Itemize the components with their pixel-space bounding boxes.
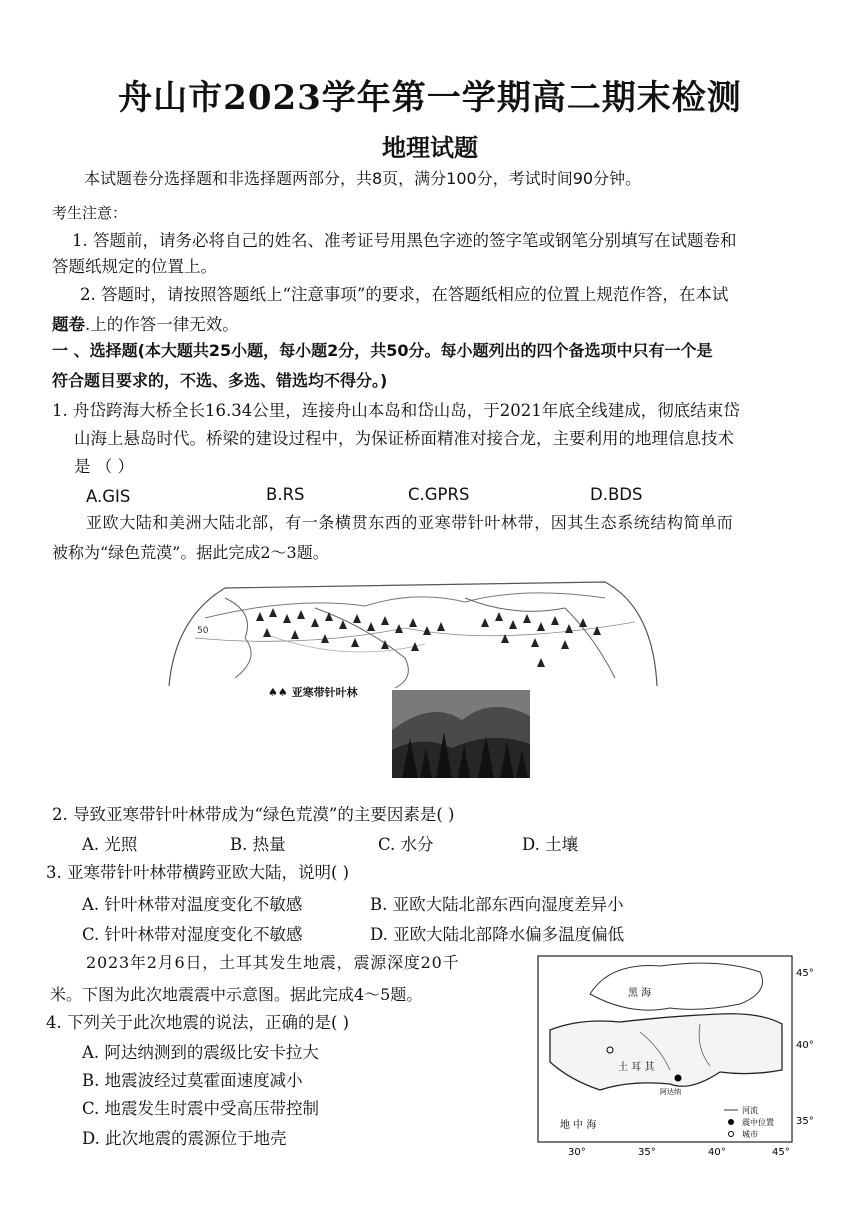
legend-epicenter-label: 震中位置: [742, 1118, 774, 1127]
passage-1-line-1: 亚欧大陆和美洲大陆北部，有一条横贯东西的亚寒带针叶林带，因其生态系统结构简单而: [86, 513, 734, 532]
q2-stem: 2. 导致亚寒带针叶林带成为“绿色荒漠”的主要因素是( ): [52, 805, 455, 824]
q3-option-b: B. 亚欧大陆北部东西向湿度差异小: [370, 895, 624, 914]
q1-option-a: A.GIS: [86, 487, 131, 506]
black-sea-label: 黑 海: [628, 988, 652, 999]
city-label: 阿达纳: [660, 1088, 681, 1096]
country-label: 土 耳 其: [618, 1062, 655, 1073]
legend-river-label: 河流: [742, 1106, 758, 1115]
taiga-forest-photo: [392, 690, 530, 778]
q3-stem: 3. 亚寒带针叶林带横跨亚欧大陆，说明( ): [46, 863, 350, 882]
q3-option-c: C. 针叶林带对湿度变化不敏感: [82, 925, 303, 944]
taiga-world-map: [165, 578, 660, 690]
q4-option-a: A. 阿达纳测到的震级比安卡拉大: [82, 1043, 319, 1062]
med-sea-label: 地 中 海: [560, 1120, 597, 1131]
notice-bold-text: 题卷: [52, 315, 85, 334]
city-legend-icon: [729, 1132, 734, 1137]
q3-option-a: A. 针叶林带对温度变化不敏感: [82, 895, 303, 914]
notice-item-2-line-2: [52, 314, 239, 336]
taiga-legend: [268, 684, 358, 700]
q1-line-2: 山海上悬岛时代。桥梁的建设过程中，为保证桥面精准对接合龙，主要利用的地理信息技术: [74, 429, 734, 448]
passage-1-line-2: 被称为“绿色荒漠”。据此完成2～3题。: [52, 543, 329, 562]
lat-label-35: 35°: [796, 1116, 814, 1127]
lon-label-35: 35°: [638, 1147, 656, 1158]
q2-option-a: A. 光照: [82, 835, 138, 854]
map-lat-label: 50: [197, 626, 209, 636]
page-title: 舟山市2023学年第一学期高二期末检测: [118, 78, 742, 118]
notice-rest-text: .上的作答一律无效。: [85, 315, 239, 334]
legend-city-label: 城市: [742, 1130, 758, 1139]
passage-2-line-1: 2023年2月6日，土耳其发生地震，震源深度20千: [86, 953, 460, 972]
q2-option-c: C. 水分: [378, 835, 434, 854]
q4-option-d: D. 此次地震的震源位于地壳: [82, 1129, 287, 1148]
q4-option-c: C. 地震发生时震中受高压带控制: [82, 1099, 320, 1118]
q1-line-1: 1. 舟岱跨海大桥全长16.34公里，连接舟山本岛和岱山岛，于2021年底全线建成，彻底结束岱: [52, 401, 740, 420]
exam-intro: 本试题卷分选择题和非选择题两部分，共8页，满分100分，考试时间90分钟。: [84, 169, 642, 188]
notice-item-2-line-1: 2. 答题时，请按照答题纸上“注意事项”的要求，在答题纸相应的位置上规范作答，在本试: [80, 285, 729, 304]
lon-label-40: 40°: [708, 1147, 726, 1158]
lon-label-30: 30°: [568, 1147, 586, 1158]
section-1-line-1: 一 、选择题(本大题共25小题，每小题2分，共50分。每小题列出的四个备选项中只有一个是: [52, 341, 713, 360]
section-1-line-2: 符合题目要求的，不选、多选、错选均不得分。): [52, 371, 388, 390]
taiga-legend-label: 亚寒带针叶林: [291, 686, 358, 699]
q2-option-d: D. 土壤: [522, 835, 579, 854]
epicenter-legend-icon: [728, 1119, 734, 1125]
epicenter-marker: [675, 1075, 682, 1082]
notice-item-1-line-2: 答题纸规定的位置上。: [52, 257, 217, 276]
q4-stem: 4. 下列关于此次地震的说法，正确的是( ): [46, 1013, 350, 1032]
notice-heading: 考生注意：: [52, 204, 128, 222]
page-subtitle: 地理试题: [382, 133, 478, 162]
q4-option-b: B. 地震波经过莫霍面速度减小: [82, 1071, 303, 1090]
taiga-tree-markers: [256, 608, 601, 667]
lat-label-45: 45°: [796, 968, 814, 979]
q1-option-b: B.RS: [266, 485, 305, 504]
q1-option-d: D.BDS: [590, 485, 643, 504]
q2-option-b: B. 热量: [230, 835, 286, 854]
notice-item-1-line-1: 1. 答题前，请务必将自己的姓名、准考证号用黑色字迹的签字笔或钢笔分别填写在试题卷和: [72, 231, 737, 250]
city-marker: [607, 1047, 613, 1053]
turkey-earthquake-map: [520, 952, 828, 1160]
lat-label-40: 40°: [796, 1040, 814, 1051]
passage-2-line-2: 米。下图为此次地震震中示意图。据此完成4～5题。: [50, 985, 423, 1004]
q3-option-d: D. 亚欧大陆北部降水偏多温度偏低: [370, 925, 625, 944]
lon-label-45: 45°: [772, 1147, 790, 1158]
q1-option-c: C.GPRS: [408, 485, 470, 504]
tree-icon: ♠♠: [268, 686, 288, 699]
q1-line-3: 是 （ ）: [74, 457, 134, 476]
